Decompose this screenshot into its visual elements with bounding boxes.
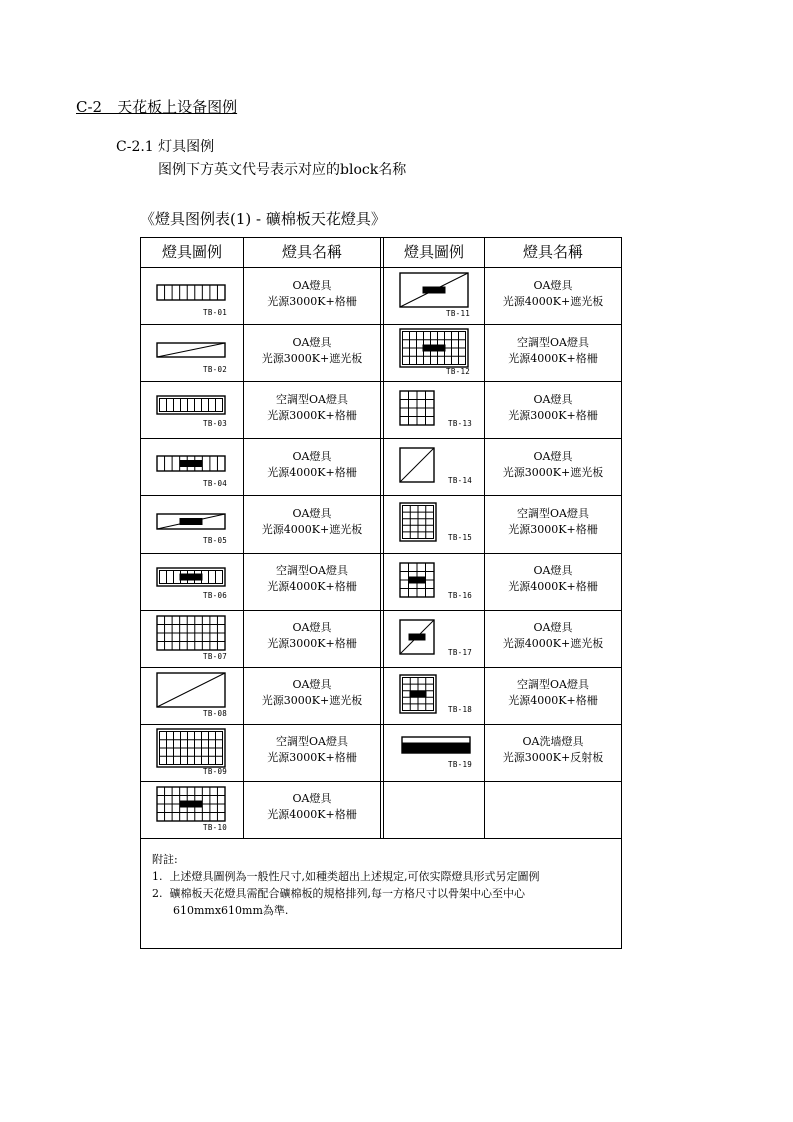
table-divider-horizontal [141, 781, 621, 782]
fixture-symbol-icon [155, 566, 227, 588]
fixture-code: TB-08 [203, 708, 228, 718]
fixture-type: 空調型OA燈具 [276, 564, 348, 578]
fixture-symbol-icon [155, 511, 227, 531]
fixture-code: TB-07 [203, 651, 228, 661]
fixture-name [485, 669, 621, 718]
fixture-name [244, 383, 380, 432]
fixture-code: TB-03 [203, 419, 228, 429]
fixture-spec: 光源4000K+格柵 [267, 580, 357, 594]
table-divider-vertical [484, 238, 485, 838]
fixture-type: 空調型OA燈具 [517, 335, 589, 349]
fixture-type: OA燈具 [533, 392, 573, 406]
header-legend-right: 燈具圖例 [403, 243, 464, 261]
fixture-name [485, 726, 621, 775]
subsection-title: C-2.1 灯具图例 [116, 139, 215, 155]
fixture-type: OA燈具 [533, 278, 573, 292]
table-divider-horizontal [141, 438, 621, 439]
fixture-symbol-icon [400, 735, 472, 755]
fixture-symbol-icon [155, 727, 227, 769]
fixture-name [244, 783, 380, 832]
fixture-type: OA燈具 [292, 506, 332, 520]
fixture-code: TB-18 [448, 704, 473, 714]
fixture-code: TB-16 [448, 590, 473, 600]
fixture-name [485, 497, 621, 546]
fixture-spec: 光源3000K+格柵 [267, 751, 357, 765]
fixture-code: TB-19 [448, 759, 473, 769]
fixture-name [485, 555, 621, 604]
fixture-type: OA燈具 [292, 678, 332, 692]
table-caption: 《燈具图例表(1) - 礦棉板天花燈具》 [140, 210, 386, 228]
table-divider-horizontal [141, 553, 621, 554]
section-title: C-2 天花板上设备图例 [76, 98, 238, 116]
fixture-code: TB-13 [448, 419, 473, 429]
table-divider-horizontal [141, 324, 621, 325]
table-divider-vertical [383, 238, 384, 838]
table-divider-vertical [243, 238, 244, 838]
fixture-name [485, 612, 621, 661]
fixture-name [244, 612, 380, 661]
fixture-type: 空調型OA燈具 [517, 506, 589, 520]
notes [152, 851, 539, 919]
fixture-spec: 光源3000K+格柵 [508, 408, 598, 422]
fixture-spec: 光源3000K+格柵 [267, 294, 357, 308]
table-divider-vertical [380, 238, 381, 838]
fixture-code: TB-17 [448, 647, 473, 657]
fixture-code: TB-09 [203, 766, 228, 776]
fixture-code: TB-04 [203, 479, 228, 489]
fixture-name [485, 383, 621, 432]
fixture-type: OA燈具 [533, 564, 573, 578]
fixture-name [485, 326, 621, 375]
header-name-right: 燈具名稱 [522, 243, 583, 261]
table-divider-horizontal [141, 724, 621, 725]
fixture-spec: 光源3000K+反射板 [502, 751, 604, 765]
fixture-type: OA燈具 [533, 621, 573, 635]
header-legend-left: 燈具圖例 [161, 243, 222, 261]
fixture-type: OA燈具 [292, 335, 332, 349]
fixture-spec: 光源4000K+格柵 [508, 580, 598, 594]
fixture-symbol-icon [398, 561, 436, 599]
fixture-symbol-icon [398, 446, 436, 484]
fixture-symbol-icon [155, 785, 227, 823]
fixture-symbol-icon [155, 454, 227, 474]
fixture-type: 空調型OA燈具 [517, 678, 589, 692]
fixture-code: TB-14 [448, 476, 473, 486]
header-name-left: 燈具名稱 [281, 243, 342, 261]
fixture-symbol-icon [398, 389, 436, 427]
section-description: 图例下方英文代号表示对应的block名称 [158, 162, 407, 178]
fixture-symbol-icon [155, 671, 227, 709]
fixture-symbol-icon [398, 327, 470, 369]
fixture-spec: 光源4000K+格柵 [267, 808, 357, 822]
fixture-spec: 光源3000K+遮光板 [261, 694, 363, 708]
fixture-symbol-icon [398, 673, 438, 715]
fixture-code: TB-11 [446, 309, 471, 318]
fixture-type: OA燈具 [292, 792, 332, 806]
fixture-symbol-icon [398, 501, 438, 543]
fixture-name [244, 326, 380, 375]
fixture-spec: 光源3000K+遮光板 [502, 465, 604, 479]
fixture-symbol-icon [155, 283, 227, 303]
fixture-spec: 光源4000K+格柵 [267, 465, 357, 479]
note-item: 2. 礦棉板天花燈具需配合礦棉板的規格排列,每一方格尺寸以骨架中心至中心 [152, 887, 525, 900]
fixture-name [244, 497, 380, 546]
fixture-name [244, 669, 380, 718]
fixture-type: OA燈具 [292, 278, 332, 292]
fixture-spec: 光源4000K+遮光板 [502, 294, 604, 308]
fixture-name [485, 269, 621, 318]
fixture-type: 空調型OA燈具 [276, 735, 348, 749]
fixture-type: 空調型OA燈具 [276, 392, 348, 406]
fixture-spec: 光源4000K+遮光板 [261, 522, 363, 536]
fixture-code: TB-01 [203, 308, 228, 317]
fixture-code: TB-05 [203, 536, 228, 546]
fixture-code: TB-15 [448, 533, 473, 543]
fixture-symbol-icon [155, 614, 227, 652]
fixture-symbol-icon [155, 394, 227, 416]
fixture-spec: 光源3000K+格柵 [508, 522, 598, 536]
legend-table [140, 237, 622, 949]
fixture-name [244, 269, 380, 318]
fixture-type: OA燈具 [533, 449, 573, 463]
fixture-symbol-icon [398, 618, 436, 656]
table-divider-horizontal [141, 667, 621, 668]
notes-heading: 附註: [152, 853, 178, 866]
table-divider-horizontal [141, 610, 621, 611]
fixture-name [244, 440, 380, 489]
fixture-spec: 光源3000K+格柵 [267, 408, 357, 422]
fixture-code: TB-10 [203, 822, 228, 832]
fixture-symbol-icon [155, 340, 227, 360]
fixture-type: OA燈具 [292, 621, 332, 635]
fixture-spec: 光源4000K+格柵 [508, 351, 598, 365]
fixture-type: OA洗墙燈具 [522, 735, 584, 749]
fixture-name [244, 555, 380, 604]
table-divider-horizontal [141, 267, 621, 268]
fixture-name [244, 726, 380, 775]
fixture-type: OA燈具 [292, 449, 332, 463]
fixture-spec: 光源3000K+遮光板 [261, 351, 363, 365]
fixture-symbol-icon [398, 271, 470, 309]
fixture-spec: 光源4000K+遮光板 [502, 637, 604, 651]
fixture-code: TB-12 [446, 367, 471, 377]
table-divider-horizontal [141, 495, 621, 496]
note-item: 610mmx610mm為準. [152, 904, 289, 917]
fixture-name [485, 440, 621, 489]
table-divider-horizontal [141, 838, 621, 839]
note-item: 1. 上述燈具圖例為一般性尺寸,如種类超出上述規定,可依实際燈具形式另定圖例 [152, 870, 540, 883]
fixture-code: TB-06 [203, 590, 228, 600]
fixture-spec: 光源4000K+格柵 [508, 694, 598, 708]
fixture-spec: 光源3000K+格柵 [267, 637, 357, 651]
table-divider-horizontal [141, 381, 621, 382]
fixture-code: TB-02 [203, 365, 228, 375]
